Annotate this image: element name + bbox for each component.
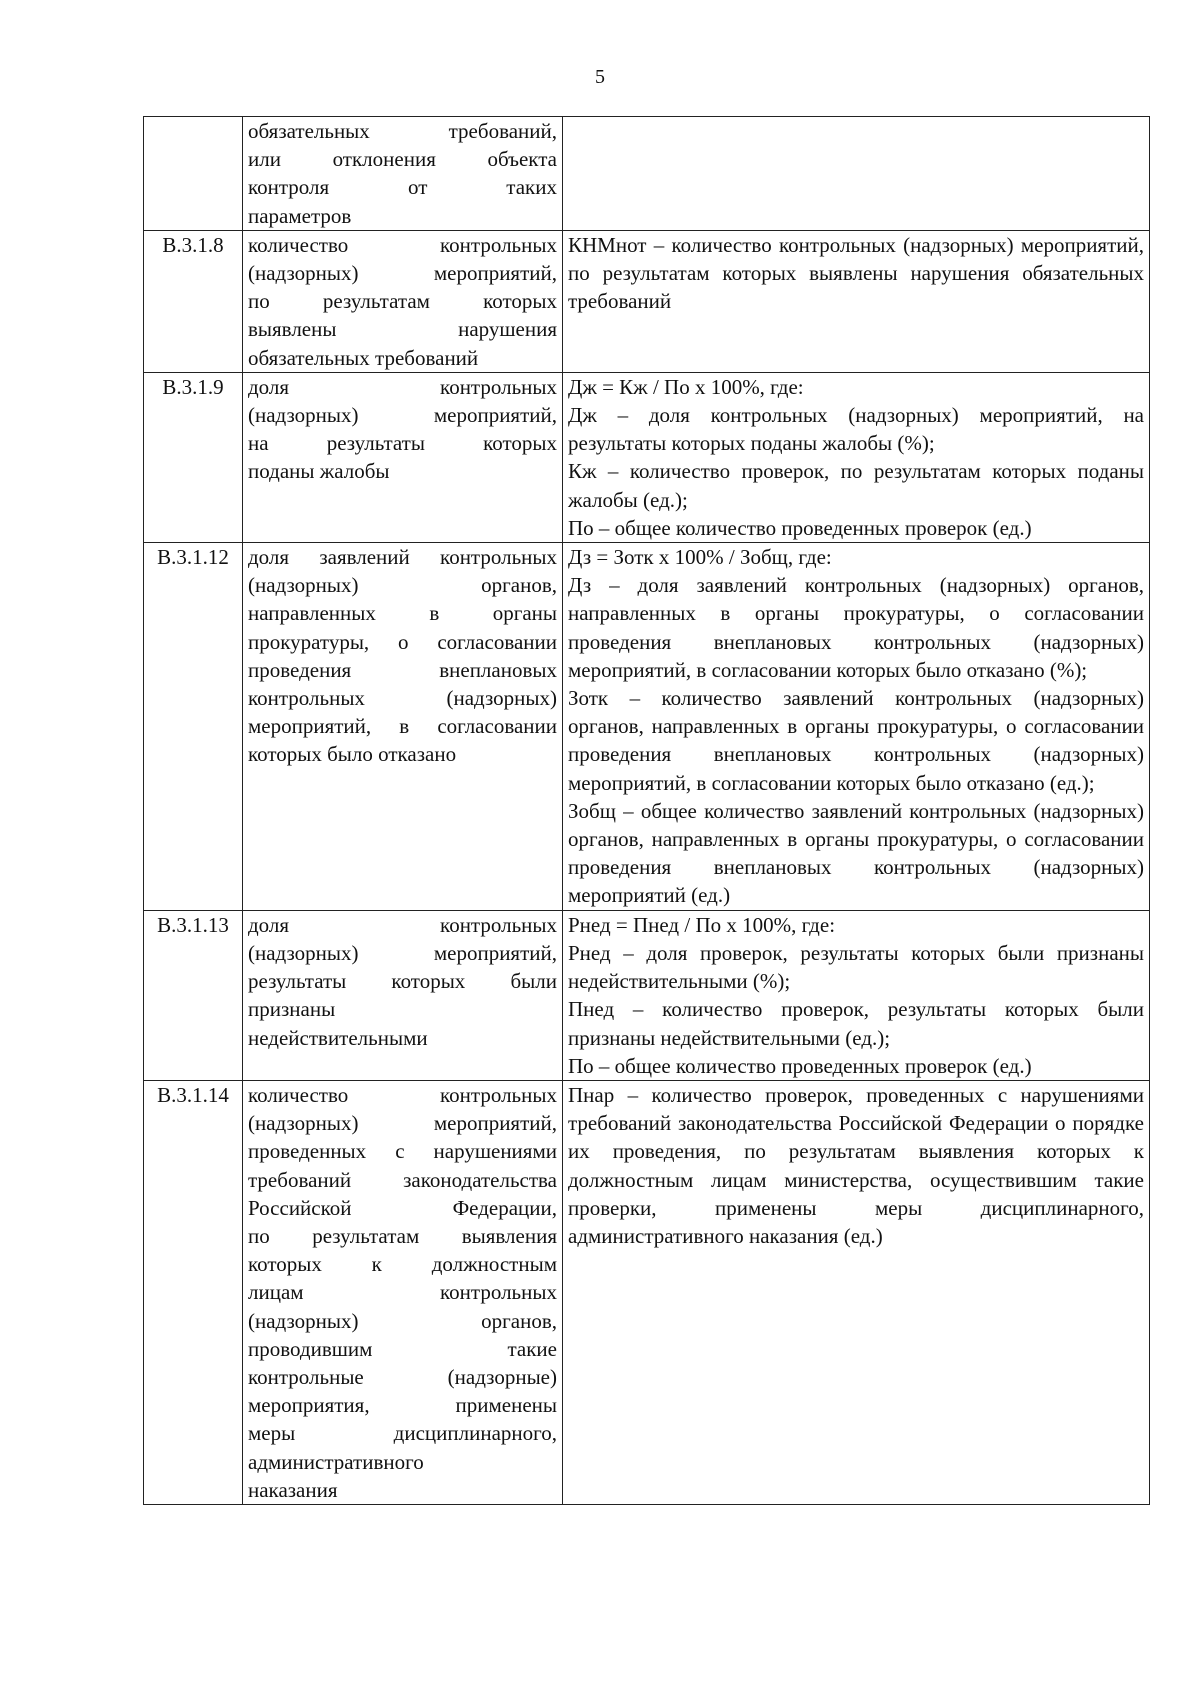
indicator-name-line: проводившим такие xyxy=(248,1336,557,1361)
indicator-name-line: административного xyxy=(248,1449,424,1474)
formula-paragraph: Пнед – количество проверок, результаты которых были признаны недействительными (ед.); xyxy=(568,997,1144,1050)
indicator-name-line: обязательных требований xyxy=(248,345,479,370)
indicator-name-line: требований законодательства xyxy=(248,1167,557,1192)
indicator-name-line: мероприятий, в согласовании xyxy=(248,714,557,739)
indicator-name-line: мероприятия, применены xyxy=(248,1393,557,1418)
indicator-formula xyxy=(563,1080,1150,1504)
table-row xyxy=(144,117,1150,231)
indicator-name-line: параметров xyxy=(248,203,352,228)
indicator-code: В.3.1.14 xyxy=(144,1080,243,1504)
indicator-code: В.3.1.9 xyxy=(144,372,243,542)
indicator-name-line: проведенных с нарушениями xyxy=(248,1139,557,1164)
formula-paragraph: Пнар – количество проверок, проведенных с нарушениями требований законодательства Российской Федерации о порядке их проведения, по результатам выявления которых к должностным лицам министерства, осуществившим такие проверки, применены меры дисциплинарного, административного наказания (ед.) xyxy=(568,1082,1144,1248)
indicator-name-line: выявлены нарушения xyxy=(248,317,557,342)
indicator-name-line: на результаты которых xyxy=(248,431,557,456)
indicator-name-line: результаты которых были xyxy=(248,969,557,994)
indicator-name-line: (надзорных) мероприятий, xyxy=(248,1111,557,1136)
indicator-name-line: недействительными xyxy=(248,1025,428,1050)
indicator-formula xyxy=(563,230,1150,372)
indicator-name-line: проведения внеплановых xyxy=(248,657,557,682)
indicator-name-line: по результатам которых xyxy=(248,289,557,314)
indicator-name-line: или отклонения объекта xyxy=(248,147,557,172)
indicator-name-line: доля контрольных xyxy=(248,374,557,399)
indicator-code: В.3.1.13 xyxy=(144,910,243,1080)
formula-paragraph: Кж – количество проверок, по результатам которых поданы жалобы (ед.); xyxy=(568,459,1144,512)
indicator-name-line: контрольные (надзорные) xyxy=(248,1364,557,1389)
indicator-name xyxy=(243,910,563,1080)
indicator-name-line: направленных в органы xyxy=(248,601,557,626)
formula-paragraph: Зотк – количество заявлений контрольных (надзорных) органов, направленных в органы прокуратуры, о согласовании проведения внеплановых контрольных (надзорных) мероприятий, в согласовании которых было отказано (ед.); xyxy=(568,686,1144,795)
indicator-formula xyxy=(563,543,1150,911)
indicator-name xyxy=(243,117,563,231)
formula-paragraph: Рнед – доля проверок, результаты которых были признаны недействительными (%); xyxy=(568,940,1144,994)
indicator-formula xyxy=(563,372,1150,542)
formula-paragraph: Рнед = Пнед / По x 100%, где: xyxy=(568,912,836,937)
indicator-name-line: лицам контрольных xyxy=(248,1280,557,1305)
indicator-formula xyxy=(563,117,1150,231)
indicator-name-line: наказания xyxy=(248,1477,338,1502)
table-row xyxy=(144,372,1150,542)
indicator-name xyxy=(243,230,563,372)
indicator-code: В.3.1.8 xyxy=(144,230,243,372)
indicator-name xyxy=(243,1080,563,1504)
formula-paragraph: Дж = Кж / По x 100%, где: xyxy=(568,374,804,399)
indicator-name-line: (надзорных) органов, xyxy=(248,1308,557,1333)
formula-paragraph: По – общее количество проведенных проверок (ед.) xyxy=(568,1053,1032,1078)
indicator-name-line: контрольных (надзорных) xyxy=(248,686,557,711)
formula-paragraph: Дз = Зотк x 100% / Зобщ, где: xyxy=(568,545,832,570)
indicator-name-line: количество контрольных xyxy=(248,1082,557,1107)
indicator-name-line: (надзорных) органов, xyxy=(248,573,557,598)
indicator-name-line: меры дисциплинарного, xyxy=(248,1421,557,1446)
table-row xyxy=(144,543,1150,911)
formula-paragraph: По – общее количество проведенных проверок (ед.) xyxy=(568,515,1032,540)
indicator-name-line: признаны xyxy=(248,997,336,1022)
indicator-name xyxy=(243,372,563,542)
indicator-name-line: доля контрольных xyxy=(248,912,557,937)
table-row xyxy=(144,1080,1150,1504)
table-row xyxy=(144,230,1150,372)
indicator-name-line: прокуратуры, о согласовании xyxy=(248,629,557,654)
page-number: 5 xyxy=(595,66,605,88)
indicator-name-line: поданы жалобы xyxy=(248,459,390,484)
indicator-code xyxy=(144,117,243,231)
formula-paragraph: Дз – доля заявлений контрольных (надзорных) органов, направленных в органы прокуратуры, о согласовании проведения внеплановых контрольных (надзорных) мероприятий, в согласовании которых было отказано (%); xyxy=(568,573,1144,682)
formula-paragraph: КНМнот – количество контрольных (надзорных) мероприятий, по результатам которых выявлены нарушения обязательных требований xyxy=(568,232,1144,314)
formula-paragraph: Зобщ – общее количество заявлений контрольных (надзорных) органов, направленных в органы прокуратуры, о согласовании проведения внеплановых контрольных (надзорных) мероприятий (ед.) xyxy=(568,798,1144,908)
indicator-name-line: по результатам выявления xyxy=(248,1223,557,1248)
indicator-name-line: которых к должностным xyxy=(248,1252,557,1277)
indicator-name-line: (надзорных) мероприятий, xyxy=(248,261,557,286)
indicator-name-line: количество контрольных xyxy=(248,232,557,257)
indicator-formula xyxy=(563,910,1150,1080)
indicator-name-line: которых было отказано xyxy=(248,742,457,767)
indicator-code: В.3.1.12 xyxy=(144,543,243,911)
indicator-name-line: (надзорных) мероприятий, xyxy=(248,403,557,428)
indicator-name-line: обязательных требований, xyxy=(248,119,557,143)
indicator-name-line: (надзорных) мероприятий, xyxy=(248,940,557,965)
table-row xyxy=(144,910,1150,1080)
indicator-name-line: контроля от таких xyxy=(248,175,557,200)
indicator-name-line: доля заявлений контрольных xyxy=(248,545,557,570)
indicator-name xyxy=(243,543,563,911)
indicator-name-line: Российской Федерации, xyxy=(248,1195,557,1220)
formula-paragraph: Дж – доля контрольных (надзорных) мероприятий, на результаты которых поданы жалобы (%); xyxy=(568,403,1144,456)
indicators-table xyxy=(143,116,1150,1505)
